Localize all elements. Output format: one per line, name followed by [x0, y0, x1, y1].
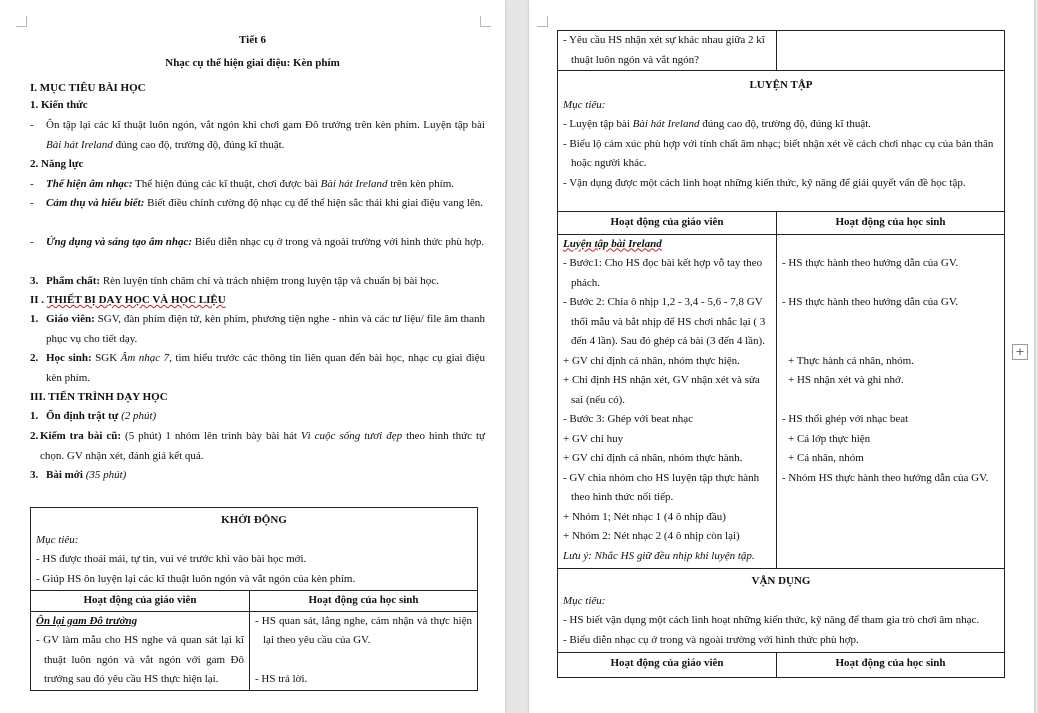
section-heading-objectives: I. MỤC TIÊU BÀI HỌC [30, 82, 146, 94]
goal-item: - Biểu lộ cảm xúc phù hợp với tính chất âm nhạc; biết nhận xét về cách chơi nhạc cụ của bản thân hoặc người khác. [563, 137, 994, 169]
student-activity: - Nhóm HS thực hành theo hướng dẫn của GV. [782, 471, 989, 484]
col-teacher-header: Hoạt động của giáo viên [31, 591, 250, 612]
margin-corner-mark [16, 16, 27, 27]
col-teacher-header: Hoạt động của giáo viên [558, 212, 777, 235]
teacher-activity: - Bước 2: Chia ô nhịp 1,2 - 3,4 - 5,6 - 7,8 GV thổi mẫu và bắt nhịp để HS chơi nhắc lại ( 3 đến 4 lần). Sau đó ghép cả bài (3 đến 4 lần). [563, 296, 766, 347]
col-student-header: Hoạt động của học sinh [250, 591, 478, 612]
student-activity: - HS thổi ghép với nhạc beat [782, 413, 909, 425]
activity-row [558, 31, 1005, 71]
add-content-button[interactable]: + [1012, 344, 1028, 360]
margin-corner-mark [537, 16, 548, 27]
goal-item: - Biểu diễn nhạc cụ ở trong và ngoài trường với hình thức phù hợp. [563, 633, 859, 646]
subheading-competence: 2. Năng lực [30, 158, 84, 170]
goal-label: Mục tiêu: [36, 533, 79, 546]
qualities-item: 3. Phẩm chất: Rèn luyện tính chăm chỉ và trách nhiệm trong luyện tập và chuẩn bị bài học. [30, 275, 439, 287]
lesson-title: Nhạc cụ thể hiện giai điệu: Kèn phím [165, 57, 340, 69]
goal-item: - Giúp HS ôn luyện lại các kĩ thuật luôn ngón và vắt ngón của kèn phím. [36, 572, 356, 585]
teacher-activity: + Nhóm 2: Nét nhạc 2 (4 ô nhịp còn lại) [563, 530, 740, 542]
activity-row [558, 234, 1005, 569]
teacher-activity: - GV làm mẫu cho HS nghe và quan sát lại kĩ thuật luôn ngón và vắt ngón với gam Đô trưởng sau đó yêu cầu HS thực hiện lại. [36, 634, 244, 685]
warmup-goal-row [31, 508, 478, 591]
apply-goal-row [558, 569, 1005, 653]
practice-table [557, 30, 1005, 678]
goal-label: Mục tiêu: [563, 98, 606, 111]
document-page-2 [529, 0, 1034, 713]
student-activity: - HS thực hành theo hướng dẫn của GV. [782, 296, 959, 308]
column-header-row [31, 591, 478, 612]
activity-row [31, 611, 478, 690]
practice-heading: LUYỆN TẬP [749, 79, 813, 91]
section-heading-equipment: II . THIẾT BỊ DẠY HỌC VÀ HỌC LIỆU [30, 294, 226, 306]
col-teacher-header: Hoạt động của giáo viên [558, 653, 777, 678]
competence-item: - Cảm thụ và hiểu biết: Biết điều chỉnh cường độ nhạc cụ để thể hiện sắc thái khi giai điệu vang lên. [30, 197, 484, 209]
column-header-row [558, 212, 1005, 235]
activity-subheading: Ôn lại gam Đô trưởng [36, 614, 138, 627]
bullet-dash: - [30, 119, 34, 131]
practice-goal-row [558, 71, 1005, 212]
teacher-activity: - GV chia nhóm cho HS luyện tập thực hành theo hình thức nối tiếp. [563, 471, 760, 503]
goal-item: - HS biết vận dụng một cách linh hoạt những kiến thức, kỹ năng để tham gia trò chơi âm nhạc. [563, 614, 980, 626]
col-student-header: Hoạt động của học sinh [777, 653, 1005, 678]
teacher-activity: + GV chỉ định cá nhân, nhóm thực hành. [563, 452, 743, 464]
teacher-activity: + GV chỉ định cá nhân, nhóm thực hiện. [563, 354, 740, 367]
subheading-knowledge: 1. Kiến thức [30, 99, 88, 111]
process-step: 2. Kiểm tra bài cũ: (5 phút) 1 nhóm lên trình bày bài hát Vì cuộc sống tươi đẹp theo hình thức tự chọn. GV nhận xét, đánh giá kết quả. [30, 430, 485, 462]
student-activity: - HS thực hành theo hướng dẫn của GV. [782, 257, 959, 269]
apply-heading: VẬN DỤNG [751, 575, 811, 587]
document-page-1 [0, 0, 505, 713]
student-activity: + Cả lớp thực hiện [788, 432, 871, 445]
competence-item: - Ứng dụng và sáng tạo âm nhạc: Biểu diễn nhạc cụ ở trong và ngoài trường với hình thức phù hợp. [30, 236, 485, 248]
goal-item: - Luyện tập bài Bài hát Ireland đúng cao độ, trường độ, đúng kĩ thuật. [563, 118, 872, 130]
student-activity: + HS nhận xét và ghi nhớ. [788, 374, 904, 386]
teacher-activity: - Bước1: Cho HS đọc bài kết hợp vỗ tay theo phách. [563, 257, 763, 289]
student-activity: - HS quan sát, lắng nghe, cảm nhận và thực hiện lại theo yêu cầu của GV. [255, 614, 472, 646]
knowledge-item: - Ôn tập lại các kĩ thuật luôn ngón, vắt ngón khi chơi gam Đô trưởng trên kèn phím. Luyện tập bài Bài hát Ireland đúng cao độ, trường độ, đúng kĩ thuật. [30, 116, 485, 155]
lesson-number: Tiết 6 [239, 34, 266, 46]
section-heading-process: III. TIẾN TRÌNH DẠY HỌC [30, 391, 168, 403]
goal-label: Mục tiêu: [563, 594, 606, 607]
process-step: 1. Ổn định trật tự (2 phút) [30, 410, 157, 422]
teacher-activity: - Yêu cầu HS nhận xét sự khác nhau giữa 2 kĩ thuật luôn ngón và vắt ngón? [563, 34, 765, 66]
margin-corner-mark [480, 16, 491, 27]
student-activity: + Thực hành cá nhân, nhóm. [788, 354, 914, 367]
teacher-note: Lưu ý: Nhắc HS giữ đều nhịp khi luyện tập. [563, 549, 755, 562]
teacher-activity: + Nhóm 1; Nét nhạc 1 (4 ô nhịp đầu) [563, 510, 726, 523]
warmup-table [30, 507, 478, 691]
student-materials: 2. Học sinh: SGK Âm nhạc 7, tìm hiểu trước các thông tin liên quan đến bài học, nhạc cụ giai điệu kèn phím. [30, 352, 485, 384]
activity-subheading: Luyện tập bài Ireland [563, 237, 662, 250]
teacher-materials: 1. Giáo viên: SGV, đàn phím điện tử, kèn phím, phương tiện nghe - nhìn và các tư liệu/ file âm thanh phục vụ cho tiết dạy. [30, 313, 485, 345]
col-student-header: Hoạt động của học sinh [777, 212, 1005, 235]
student-activity: + Cá nhân, nhóm [788, 452, 864, 464]
teacher-activity: + Chỉ định HS nhận xét, GV nhận xét và sửa sai (nếu có). [563, 374, 760, 406]
warmup-heading: KHỞI ĐỘNG [221, 514, 287, 526]
goal-item: - HS được thoải mái, tự tin, vui vẻ trước khi vào bài học mới. [36, 553, 307, 565]
teacher-activity: - Bước 3: Ghép với beat nhạc [563, 413, 694, 425]
competence-item: - Thể hiện âm nhạc: Thể hiện đúng các kĩ thuật, chơi được bài Bài hát Ireland trên kèn phím. [30, 178, 455, 190]
goal-item: - Vận dụng được một cách linh hoạt những kiến thức, kỹ năng để giải quyết vấn đề học tập. [563, 176, 966, 189]
teacher-activity: + GV chỉ huy [563, 432, 624, 445]
process-step: 3. Bài mới (35 phút) [30, 469, 127, 481]
column-header-row [558, 653, 1005, 678]
student-activity: - HS trả lời. [255, 672, 308, 685]
